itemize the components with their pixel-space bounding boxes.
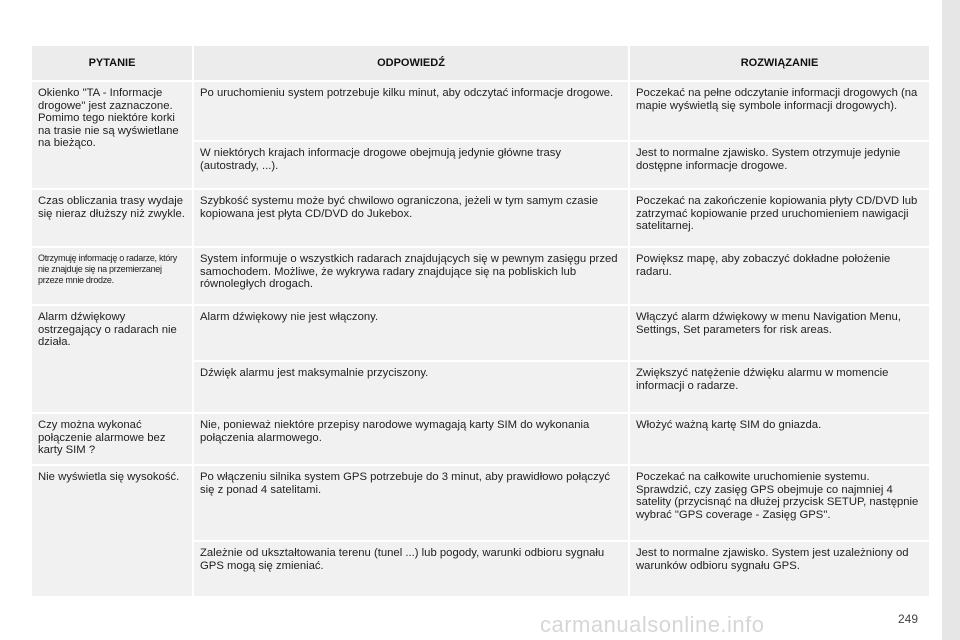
question-cell: Czas obliczania trasy wydaje się nieraz dłuższy niż zwykle. (32, 190, 192, 246)
header-answer: ODPOWIEDŹ (194, 46, 628, 80)
header-solution: ROZWIĄZANIE (630, 46, 929, 80)
faq-table (30, 44, 931, 598)
table-row (32, 248, 929, 304)
answer-cell: System informuje o wszystkich radarach znajdujących się w pewnym zasięgu przed samochodem. Możliwe, że wykrywa radary znajdujące się na pobliskich lub równoległych drogach. (194, 248, 628, 304)
answer-cell: Po włączeniu silnika system GPS potrzebuje do 3 minut, aby prawidłowo połączyć się z ponad 4 satelitami. (194, 466, 628, 540)
table-row (32, 414, 929, 464)
answer-cell: Dźwięk alarmu jest maksymalnie przyciszony. (194, 362, 628, 412)
question-cell: Nie wyświetla się wysokość. (32, 466, 192, 596)
header-question: PYTANIE (32, 46, 192, 80)
answer-cell: W niektórych krajach informacje drogowe obejmują jedynie główne trasy (autostrady, ...). (194, 142, 628, 188)
answer-cell: Alarm dźwiękowy nie jest włączony. (194, 306, 628, 360)
header-row (32, 46, 929, 80)
table-row (32, 190, 929, 246)
table-row (32, 466, 929, 540)
solution-cell: Włożyć ważną kartę SIM do gniazda. (630, 414, 929, 464)
table-row (32, 306, 929, 360)
answer-cell: Zależnie od ukształtowania terenu (tunel ...) lub pogody, warunki odbioru sygnału GPS mogą się zmieniać. (194, 542, 628, 596)
solution-cell: Włączyć alarm dźwiękowy w menu Navigation Menu, Settings, Set parameters for risk areas. (630, 306, 929, 360)
answer-cell: Nie, ponieważ niektóre przepisy narodowe wymagają karty SIM do wykonania połączenia alarmowego. (194, 414, 628, 464)
page-edge-bar (942, 0, 960, 640)
page-number: 249 (898, 612, 919, 626)
table-row (32, 82, 929, 140)
question-cell: Czy można wykonać połączenie alarmowe bez karty SIM ? (32, 414, 192, 464)
watermark: carmanualsonline.info (540, 612, 765, 637)
answer-cell: Po uruchomieniu system potrzebuje kilku minut, aby odczytać informacje drogowe. (194, 82, 628, 140)
solution-cell: Zwiększyć natężenie dźwięku alarmu w momencie informacji o radarze. (630, 362, 929, 412)
solution-cell: Jest to normalne zjawisko. System jest uzależniony od warunków odbioru sygnału GPS. (630, 542, 929, 596)
answer-cell: Szybkość systemu może być chwilowo ograniczona, jeżeli w tym samym czasie kopiowana jest płyta CD/DVD do Jukebox. (194, 190, 628, 246)
question-cell: Otrzymuję informację o radarze, który nie znajduje się na przemierzanej przeze mnie drodze. (32, 248, 192, 304)
solution-cell: Jest to normalne zjawisko. System otrzymuje jedynie dostępne informacje drogowe. (630, 142, 929, 188)
faq-table-container (30, 44, 931, 598)
solution-cell: Poczekać na zakończenie kopiowania płyty CD/DVD lub zatrzymać kopiowanie przed uruchomieniem nawigacji satelitarnej. (630, 190, 929, 246)
solution-cell: Poczekać na pełne odczytanie informacji drogowych (na mapie wyświetlą się symbole informacji drogowych). (630, 82, 929, 140)
question-cell: Okienko "TA - Informacje drogowe" jest zaznaczone. Pomimo tego niektóre korki na trasie nie są wyświetlane na bieżąco. (32, 82, 192, 188)
question-cell: Alarm dźwiękowy ostrzegający o radarach nie działa. (32, 306, 192, 412)
solution-cell: Poczekać na całkowite uruchomienie systemu. Sprawdzić, czy zasięg GPS obejmuje co najmniej 4 satelity (przycisnąć na dłużej przycisk SETUP, następnie wybrać "GPS coverage - Zasięg GPS". (630, 466, 929, 540)
solution-cell: Powiększ mapę, aby zobaczyć dokładne położenie radaru. (630, 248, 929, 304)
